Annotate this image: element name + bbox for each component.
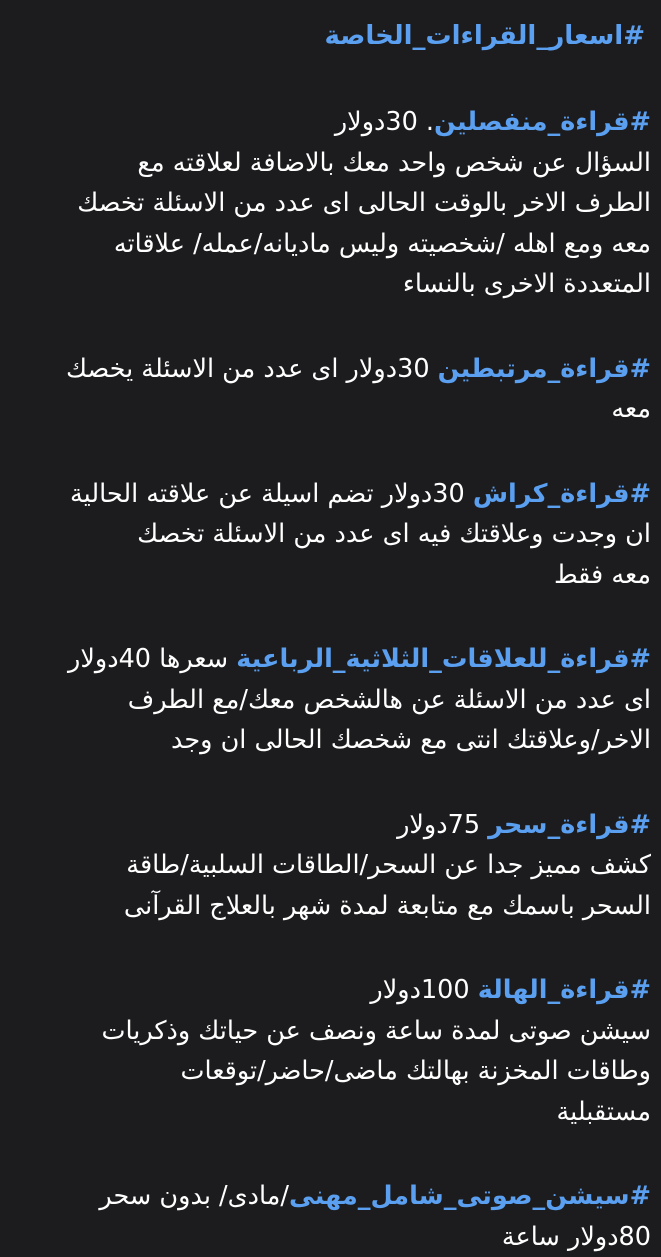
hashtag-link[interactable]: #قراءة_سحر bbox=[488, 810, 651, 840]
price-text: 75دولار bbox=[397, 810, 488, 840]
description-line: معه ومع اهله /شخصيته وليس ماديانه/عمله/ علاقاته bbox=[8, 224, 651, 265]
hashtag-link[interactable]: #قراءة_الهالة bbox=[478, 975, 651, 1005]
description-line: الطرف الاخر بالوقت الحالى اى عدد من الاسئلة تخصك bbox=[8, 183, 651, 224]
price-section-triangle-relations bbox=[8, 639, 651, 761]
hashtag-link[interactable]: #قراءة_منفصلين bbox=[434, 107, 651, 137]
hashtag-link[interactable]: #قراءة_كراش bbox=[473, 479, 651, 509]
price-text: 100دولار bbox=[370, 975, 477, 1005]
price-text: /مادى/ بدون سحر bbox=[99, 1181, 289, 1211]
hashtag-link[interactable]: #سيشن_صوتى_شامل_مهنى bbox=[289, 1181, 651, 1211]
description-line: سيشن صوتى لمدة ساعة ونصف عن حياتك وذكريات bbox=[8, 1011, 651, 1052]
price-section-crush bbox=[8, 474, 651, 596]
description-line: ان وجدت وعلاقتك فيه اى عدد من الاسئلة تخصك bbox=[8, 514, 651, 555]
section-heading-line bbox=[8, 639, 651, 680]
description-line: كشف مميز جدا عن السحر/الطاقات السلبية/طاقة bbox=[8, 845, 651, 886]
hashtag-link[interactable]: #قراءة_مرتبطين bbox=[438, 354, 651, 384]
section-heading-line bbox=[8, 805, 651, 846]
hashtag-link[interactable]: #قراءة_للعلاقات_الثلاثية_الرباعية bbox=[236, 644, 651, 674]
price-section-audio-session bbox=[8, 1176, 651, 1257]
price-text: . 30دولار bbox=[335, 107, 434, 137]
section-heading-line bbox=[8, 1176, 651, 1217]
description-line: وطاقات المخزنة بهالتك ماضى/حاضر/توقعات bbox=[8, 1051, 651, 1092]
section-heading-line bbox=[8, 102, 651, 143]
description-line: معه فقط bbox=[8, 555, 651, 596]
description-line: اى عدد من الاسئلة عن هالشخص معك/مع الطرف bbox=[8, 680, 651, 721]
section-heading-line bbox=[8, 970, 651, 1011]
description-line: السحر باسمك مع متابعة لمدة شهر بالعلاج القرآنى bbox=[8, 886, 651, 927]
price-section-separated bbox=[8, 102, 651, 305]
price-section-magic bbox=[8, 805, 651, 927]
description-line: السؤال عن شخص واحد معك بالاضافة لعلاقته مع bbox=[8, 143, 651, 184]
section-heading-line bbox=[8, 349, 651, 390]
description-line: المتعددة الاخرى بالنساء bbox=[8, 264, 651, 305]
description-line: الاخر/وعلاقتك انتى مع شخصك الحالى ان وجد bbox=[8, 720, 651, 761]
price-text: سعرها 40دولار bbox=[68, 644, 236, 674]
post-title-hashtag[interactable]: #اسعار_القراءات_الخاصة bbox=[8, 16, 645, 56]
price-text: 30دولار اى عدد من الاسئلة يخصك bbox=[66, 354, 438, 384]
price-section-aura bbox=[8, 970, 651, 1132]
price-section-connected bbox=[8, 349, 651, 430]
section-heading-line bbox=[8, 474, 651, 515]
description-line: معه bbox=[8, 389, 651, 430]
description-line: مستقبلية bbox=[8, 1092, 651, 1133]
description-line: 80دولار ساعة bbox=[8, 1217, 651, 1257]
price-text: 30دولار تضم اسيلة عن علاقته الحالية bbox=[70, 479, 473, 509]
